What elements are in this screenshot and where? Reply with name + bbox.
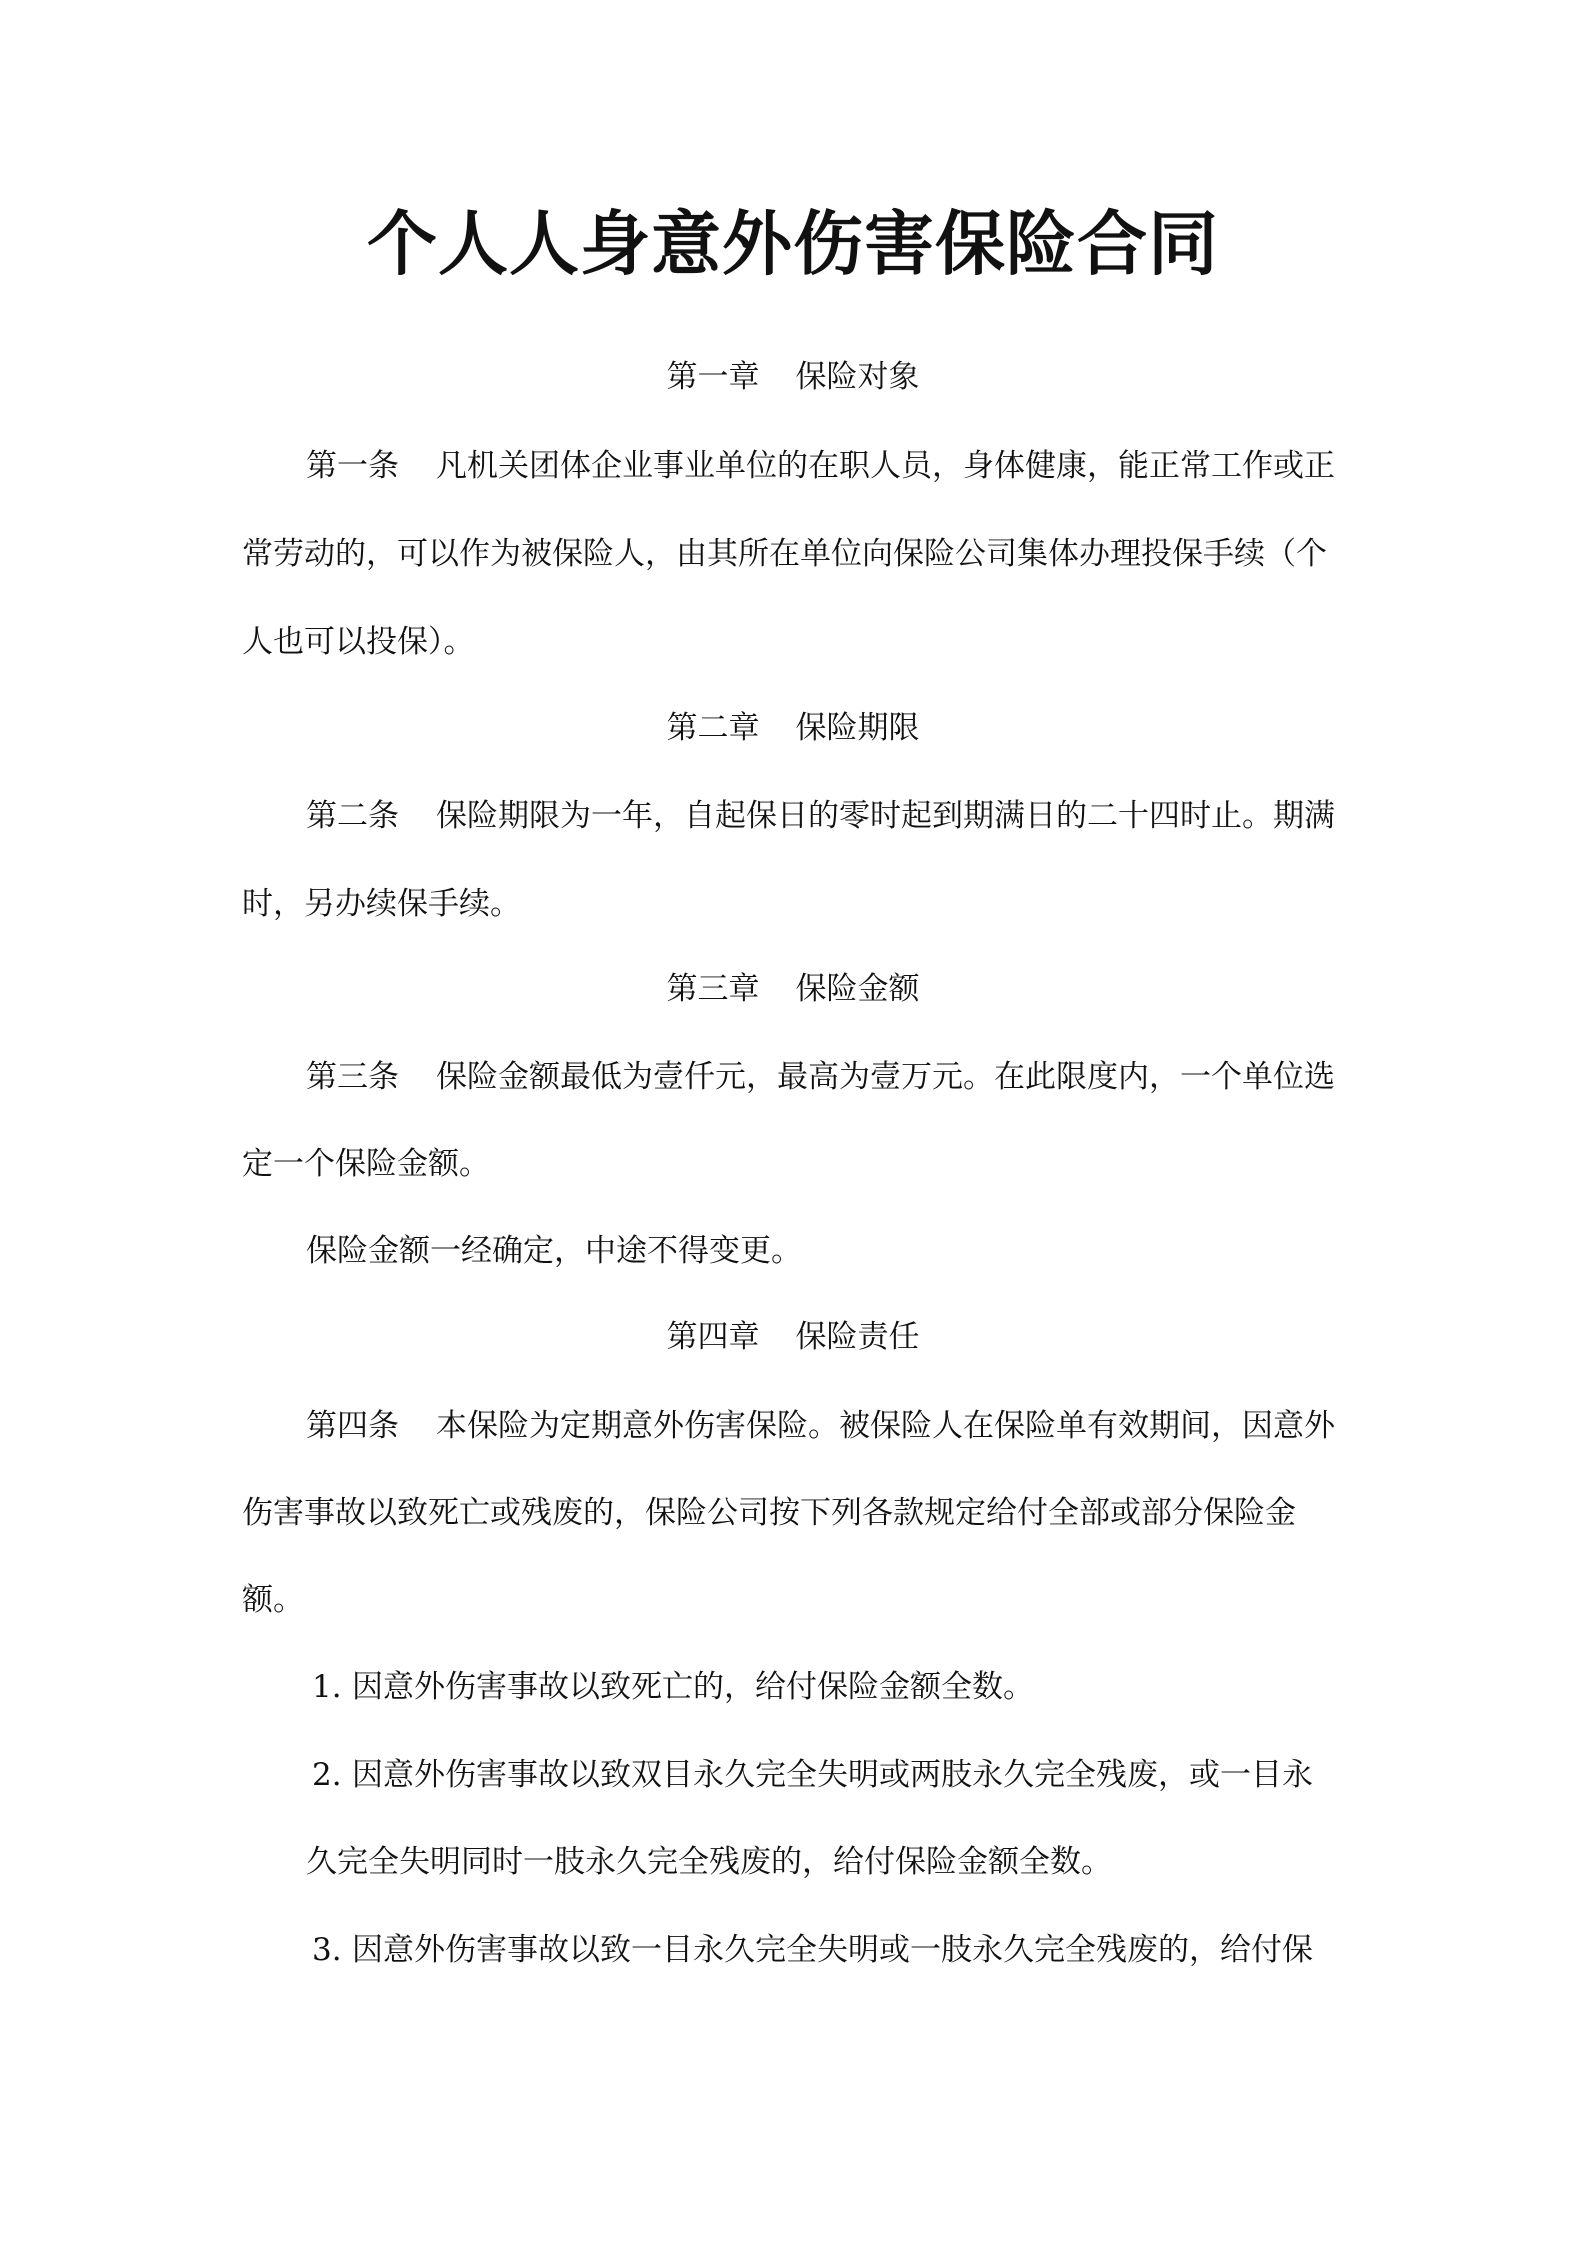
chapter-heading-3: [0, 967, 1586, 1011]
article-label: 第一条: [306, 448, 399, 484]
article-4-line-1: 第四条 本保险为定期意外伤害保险。被保险人在保险单有效期间，因意外: [306, 1404, 1335, 1448]
article-3-line-2: 定一个保险金额。: [242, 1146, 490, 1182]
chapter-label: 第四章: [666, 1319, 760, 1355]
article-2-line-1: 第二条 保险期限为一年，自起保日的零时起到期满日的二十四时止。期满: [306, 794, 1335, 838]
chapter-name: 保险金额: [795, 971, 920, 1007]
list-item-number: 3.: [312, 1932, 342, 1968]
list-item-number: 2.: [312, 1757, 342, 1793]
list-item-2-line-2: 久完全失明同时一肢永久完全残废的，给付保险金额全数。: [306, 1844, 1112, 1880]
article-4-line-2: 伤害事故以致死亡或残废的，保险公司按下列各款规定给付全部或部分保险金: [242, 1495, 1296, 1531]
article-4-line-3: 额。: [242, 1582, 304, 1618]
chapter-heading-4: [0, 1315, 1586, 1359]
article-label: 第二条: [306, 798, 399, 834]
document-title: 个人人身意外伤害保险合同: [367, 203, 1219, 285]
article-label: 第四条: [306, 1408, 399, 1444]
article-3-line-1: 第三条 保险金额最低为壹仟元，最高为壹万元。在此限度内，一个单位选: [306, 1055, 1335, 1099]
list-item-3: 3. 因意外伤害事故以致一目永久完全失明或一肢永久完全残废的，给付保: [312, 1928, 1313, 1972]
list-item-number: 1.: [312, 1669, 342, 1705]
chapter-label: 第二章: [666, 710, 760, 746]
chapter-name: 保险期限: [795, 710, 920, 746]
list-item-1: 1. 因意外伤害事故以致死亡的，给付保险金额全数。: [312, 1665, 1034, 1709]
article-label: 第三条: [306, 1059, 399, 1095]
article-2-line-2: 时，另办续保手续。: [242, 886, 521, 922]
article-3-extra: 保险金额一经确定，中途不得变更。: [306, 1233, 802, 1269]
article-1-line-1: 第一条 凡机关团体企业事业单位的在职人员，身体健康，能正常工作或正: [306, 444, 1335, 488]
list-item-2: 2. 因意外伤害事故以致双目永久完全失明或两肢永久完全残废，或一目永: [312, 1753, 1313, 1797]
chapter-heading-1: [0, 355, 1586, 399]
chapter-label: 第三章: [666, 971, 760, 1007]
article-1-line-2: 常劳动的，可以作为被保险人，由其所在单位向保险公司集体办理投保手续（个: [242, 536, 1327, 572]
chapter-name: 保险责任: [795, 1319, 920, 1355]
article-1-line-3: 人也可以投保）。: [242, 624, 475, 660]
chapter-heading-2: [0, 706, 1586, 750]
chapter-name: 保险对象: [795, 359, 920, 395]
chapter-label: 第一章: [666, 359, 760, 395]
